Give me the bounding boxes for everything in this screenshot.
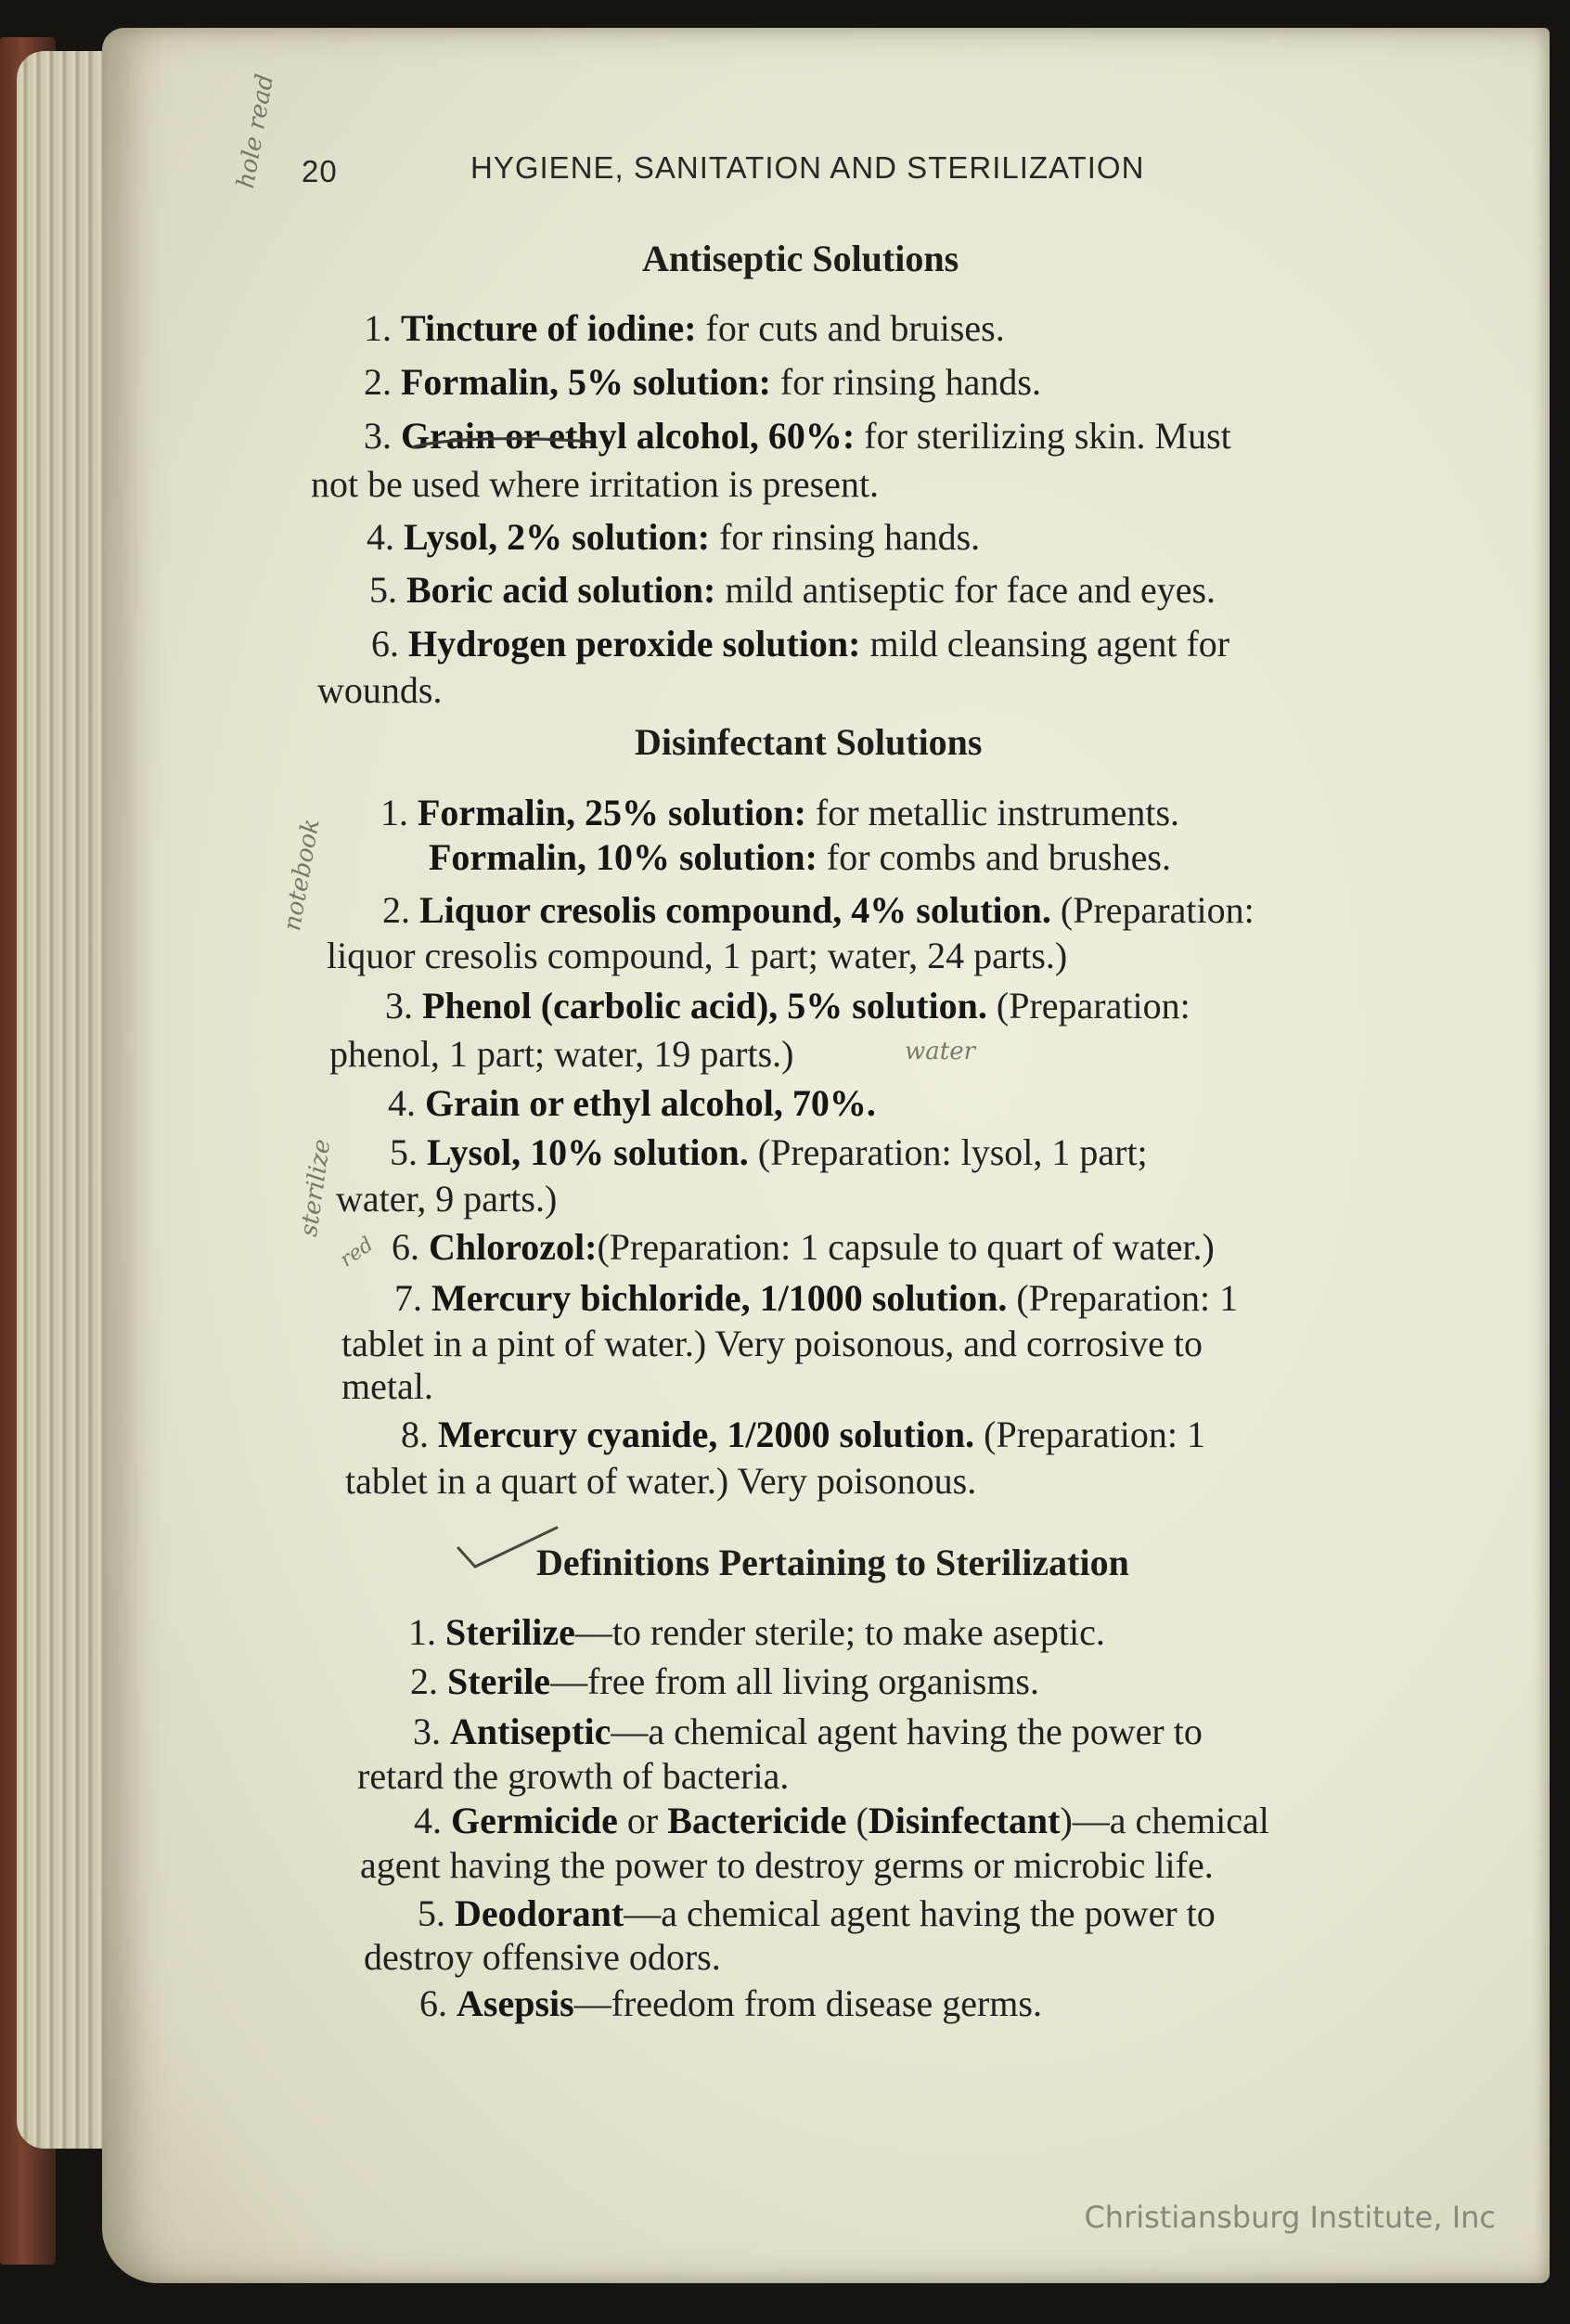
list-item-continuation: metal. (341, 1365, 433, 1407)
list-item: 3. Grain or ethyl alcohol, 60%: for sterilizing skin. Must (364, 415, 1231, 457)
page-header (302, 150, 1285, 187)
list-item-continuation: wounds. (317, 669, 443, 711)
list-item-continuation: tablet in a pint of water.) Very poisonous, and corrosive to (341, 1323, 1203, 1364)
list-item: 6. Chlorozol:(Preparation: 1 capsule to quart of water.) (392, 1226, 1215, 1268)
handwritten-note-top: hole read (232, 71, 280, 191)
section-heading-definitions: Definitions Pertaining to Sterilization (536, 1542, 1129, 1583)
list-item: 4. Germicide or Bactericide (Disinfectant)—a chemical (414, 1800, 1269, 1841)
list-item: 5. Boric acid solution: mild antiseptic for face and eyes. (369, 569, 1216, 611)
list-item: 2. Formalin, 5% solution: for rinsing hands. (364, 361, 1041, 403)
list-item: 6. Hydrogen peroxide solution: mild cleansing agent for (371, 623, 1230, 665)
list-item: 8. Mercury cyanide, 1/2000 solution. (Preparation: 1 (401, 1414, 1205, 1455)
list-item-continuation: not be used where irritation is present. (311, 463, 880, 505)
list-item: 1. Formalin, 25% solution: for metallic instruments. (380, 792, 1180, 833)
list-item: 5. Lysol, 10% solution. (Preparation: lysol, 1 part; (390, 1131, 1148, 1173)
list-item: Formalin, 10% solution: for combs and brushes. (429, 836, 1171, 878)
list-item-continuation: retard the growth of bacteria. (357, 1755, 790, 1797)
handwritten-note-red: red (336, 1233, 379, 1272)
check-mark-icon (455, 1522, 566, 1587)
running-title: HYGIENE, SANITATION AND STERILIZATION (470, 150, 1145, 185)
list-item: 3. Phenol (carbolic acid), 5% solution. (Preparation: (385, 985, 1190, 1026)
list-item: 4. Grain or ethyl alcohol, 70%. (388, 1082, 876, 1124)
list-item-continuation: water, 9 parts.) (336, 1178, 558, 1220)
handwritten-note-water: water (905, 1038, 976, 1065)
list-item: 2. Sterile—free from all living organisms. (410, 1660, 1039, 1702)
page-number: 20 (302, 154, 338, 188)
list-item: 3. Antiseptic—a chemical agent having the power to (413, 1711, 1203, 1752)
list-item: 5. Deodorant—a chemical agent having the power to (418, 1892, 1216, 1934)
list-item-continuation: liquor cresolis compound, 1 part; water, 24 parts.) (327, 935, 1068, 976)
list-item: 2. Liquor cresolis compound, 4% solution. (Preparation: (382, 889, 1255, 931)
handwritten-note-side: sterilize (295, 1137, 337, 1239)
list-item-continuation: tablet in a quart of water.) Very poisonous. (345, 1460, 977, 1502)
list-item-continuation: agent having the power to destroy germs or microbic life. (360, 1844, 1214, 1886)
list-item: 6. Asepsis—freedom from disease germs. (419, 1982, 1042, 2024)
section-heading-antiseptic: Antiseptic Solutions (642, 238, 959, 279)
list-item: 1. Tincture of iodine: for cuts and bruises. (364, 307, 1005, 349)
list-item: 1. Sterilize—to render sterile; to make aseptic. (408, 1611, 1105, 1653)
list-item: 7. Mercury bichloride, 1/1000 solution. (Preparation: 1 (394, 1277, 1239, 1319)
list-item: 4. Lysol, 2% solution: for rinsing hands. (367, 516, 981, 558)
strikethrough-mark (406, 429, 601, 466)
watermark: Christiansburg Institute, Inc (1084, 2200, 1496, 2235)
list-item-continuation: phenol, 1 part; water, 19 parts.) (329, 1033, 794, 1075)
handwritten-note-notebook: notebook (278, 816, 326, 934)
section-heading-disinfectant: Disinfectant Solutions (635, 721, 983, 763)
list-item-continuation: destroy offensive odors. (364, 1936, 721, 1978)
